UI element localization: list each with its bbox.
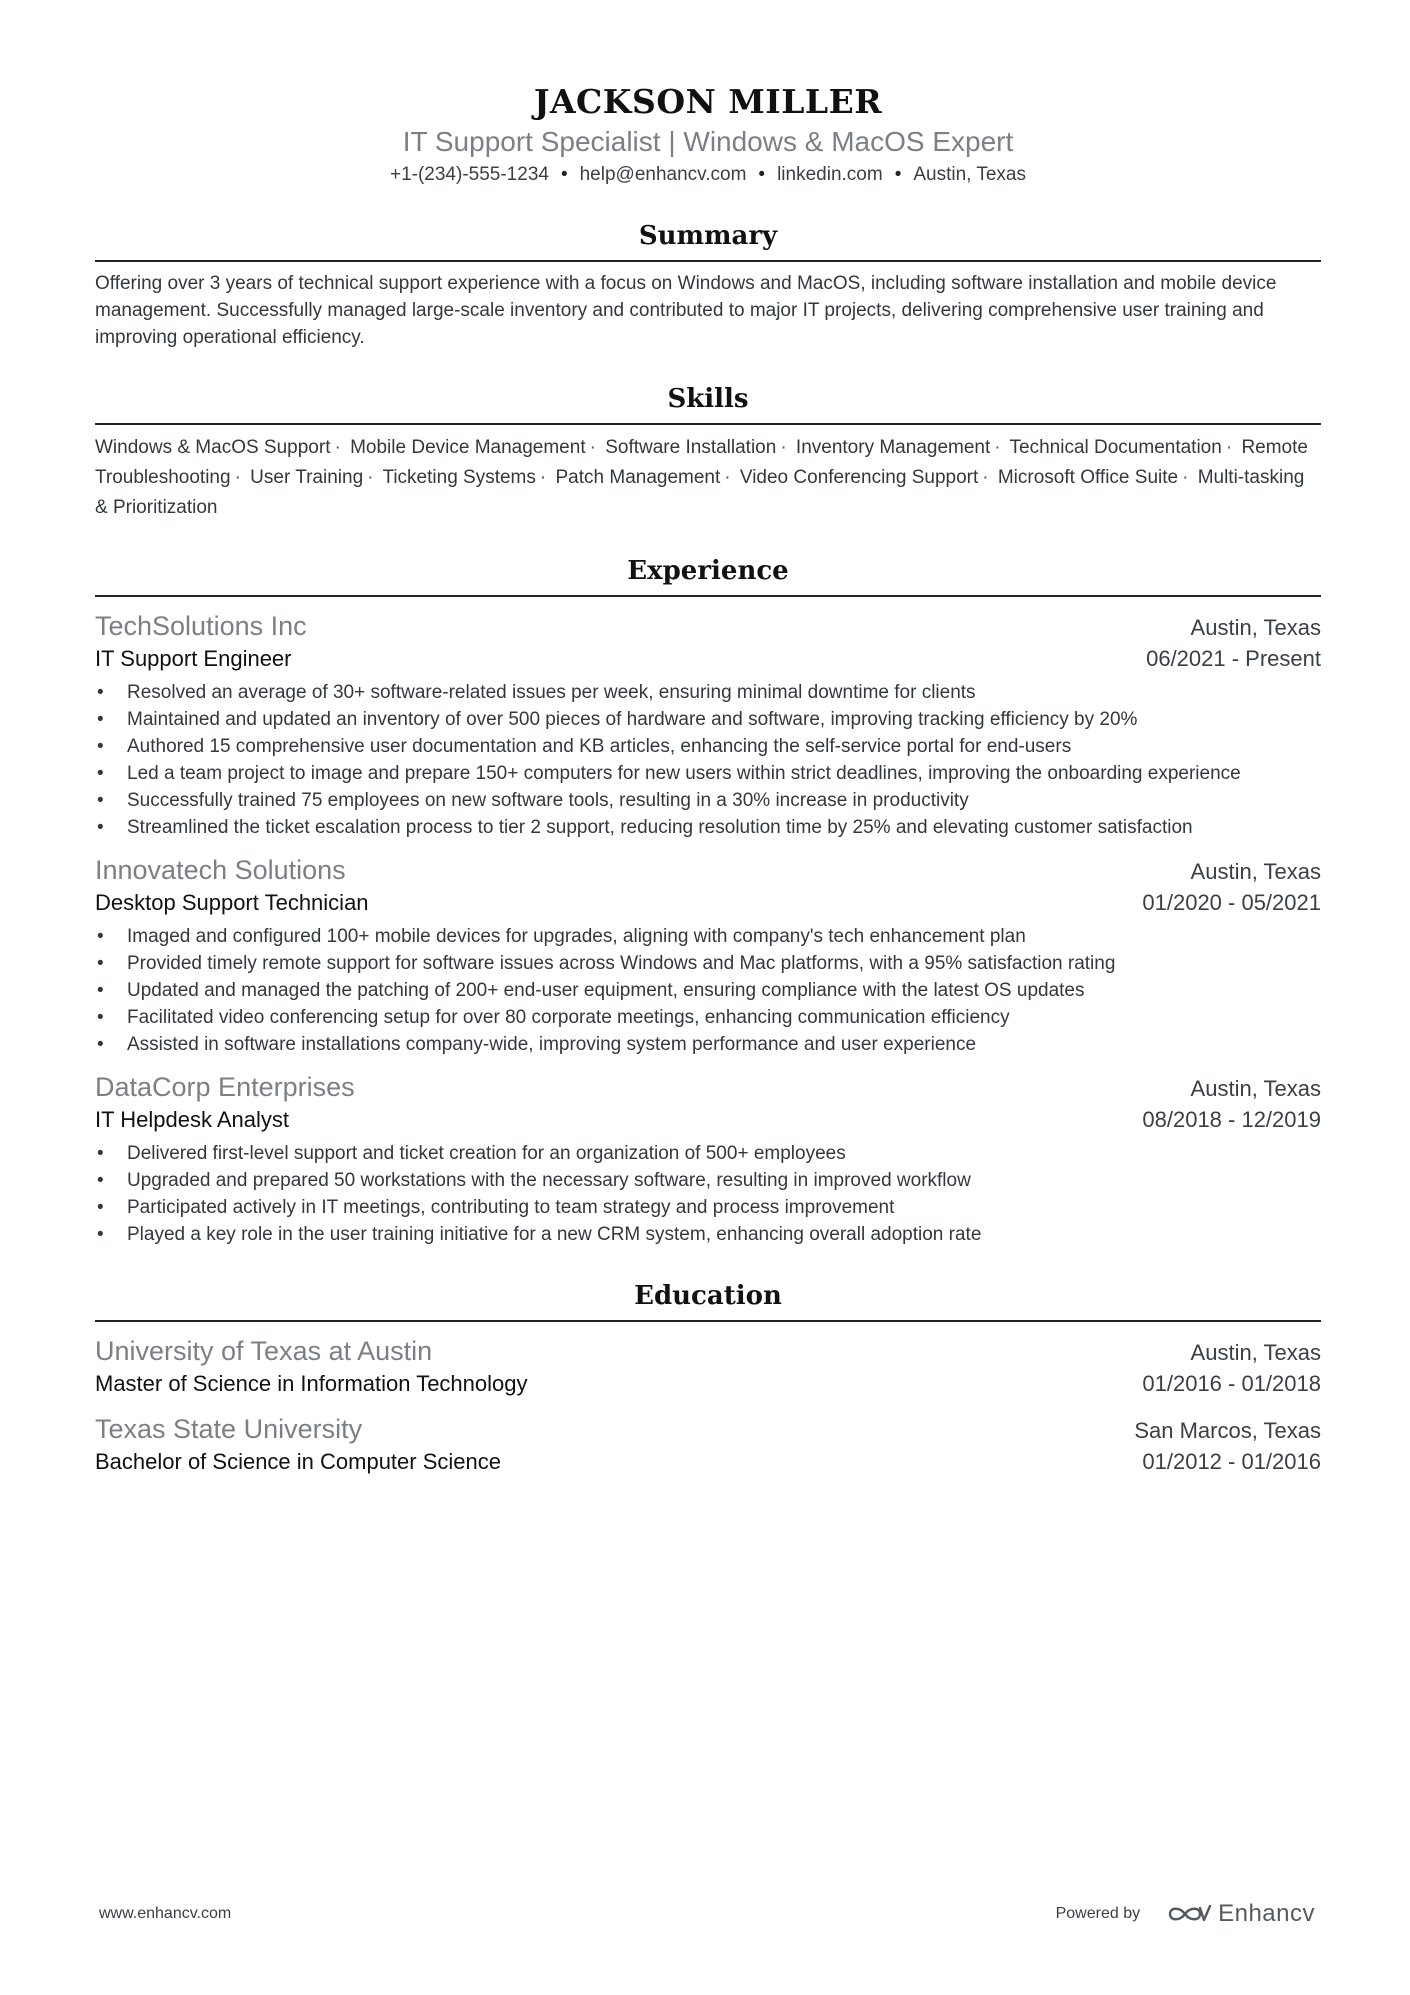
job-dates: 06/2021 - Present: [1146, 646, 1321, 671]
skill-item: Software Installation: [605, 437, 777, 458]
achievement-item: • Imaged and configured 100+ mobile devices for upgrades, aligning with company's tech enhancement plan: [95, 923, 1321, 950]
experience-list: [95, 609, 1321, 1248]
job-title: IT Support Engineer: [95, 646, 292, 671]
job-location: Austin, Texas: [1190, 1076, 1321, 1101]
skill-item: Windows & MacOS Support: [95, 437, 331, 458]
school-name: Texas State University: [95, 1414, 363, 1444]
job-location: Austin, Texas: [1190, 859, 1321, 884]
achievement-item: • Provided timely remote support for software issues across Windows and Mac platforms, with a 95% satisfaction rating: [95, 950, 1321, 977]
footer-url[interactable]: www.enhancv.com: [99, 1905, 232, 1922]
contact-email[interactable]: help@enhancv.com: [579, 164, 747, 185]
job-dates: 08/2018 - 12/2019: [1142, 1107, 1321, 1132]
section-title-skills: Skills: [95, 381, 1321, 425]
job-title: IT Helpdesk Analyst: [95, 1107, 290, 1132]
job-dates: 01/2020 - 05/2021: [1142, 890, 1321, 915]
achievement-item: • Maintained and updated an inventory of over 500 pieces of hardware and software, improving tracking efficiency by 20%: [95, 706, 1321, 733]
contact-phone[interactable]: +1-(234)-555-1234: [389, 164, 549, 185]
company-name: DataCorp Enterprises: [95, 1072, 355, 1102]
achievement-item: • Facilitated video conferencing setup for over 80 corporate meetings, enhancing communication efficiency: [95, 1004, 1321, 1031]
summary-text: Offering over 3 years of technical support experience with a focus on Windows and MacOS, including software installation and mobile device management. Successfully managed large-scale inventory and contributed to major IT projects, delivering comprehensive user training and improving operational efficiency.: [95, 273, 1277, 348]
brand-name: Enhancv: [1218, 1900, 1315, 1927]
enhancv-logo[interactable]: [1166, 1900, 1315, 1928]
experience-header-row: [95, 853, 1321, 887]
bullet-separator: •: [894, 164, 902, 185]
achievement-item: • Participated actively in IT meetings, contributing to team strategy and process improvement: [95, 1194, 1321, 1221]
skill-separator: ·: [780, 437, 787, 458]
skill-separator: ·: [234, 467, 241, 488]
job-title: Desktop Support Technician: [95, 890, 369, 915]
contact-location: Austin, Texas: [913, 164, 1026, 185]
contact-line: [95, 162, 1321, 188]
skill-item: Microsoft Office Suite: [997, 467, 1179, 488]
school-location: Austin, Texas: [1190, 1340, 1321, 1365]
powered-by-label: Powered by: [1055, 1905, 1141, 1922]
skill-separator: ·: [1225, 437, 1233, 458]
company-name: TechSolutions Inc: [95, 611, 307, 641]
candidate-headline: IT Support Specialist | Windows & MacOS Expert: [402, 126, 1014, 157]
education-degree-row: [95, 1368, 1321, 1400]
achievement-item: • Delivered first-level support and ticket creation for an organization of 500+ employees: [95, 1140, 1321, 1167]
achievement-item: • Resolved an average of 30+ software-related issues per week, ensuring minimal downtime for clients: [95, 679, 1321, 706]
achievement-item: • Authored 15 comprehensive user documentation and KB articles, enhancing the self-service portal for end-users: [95, 733, 1321, 760]
section-title-experience: Experience: [95, 553, 1321, 597]
skill-item: Remote Troubleshooting: [95, 437, 1308, 488]
education-section: [95, 1278, 1321, 1478]
experience-entry: [95, 853, 1321, 1058]
job-location: Austin, Texas: [1190, 615, 1321, 640]
education-list: [95, 1334, 1321, 1478]
experience-role-row: [95, 643, 1321, 675]
skill-separator: ·: [367, 467, 374, 488]
achievement-item: • Assisted in software installations company-wide, improving system performance and user experience: [95, 1031, 1321, 1058]
enhancv-logo-icon: [1166, 1902, 1212, 1926]
candidate-name: JACKSON MILLER: [533, 82, 883, 121]
experience-entry: [95, 609, 1321, 841]
experience-header-row: [95, 1070, 1321, 1104]
education-header-row: [95, 1334, 1321, 1368]
skill-item: Multi-tasking & Prioritization: [95, 467, 1305, 518]
education-header-row: [95, 1412, 1321, 1446]
achievement-item: • Played a key role in the user training initiative for a new CRM system, enhancing overall adoption rate: [95, 1221, 1321, 1248]
skill-item: Mobile Device Management: [350, 437, 586, 458]
page-footer: [99, 1900, 1315, 1928]
skills-section: [95, 381, 1321, 523]
school-name: University of Texas at Austin: [95, 1336, 433, 1366]
education-entry: [95, 1334, 1321, 1400]
achievement-item: • Successfully trained 75 employees on new software tools, resulting in a 30% increase in productivity: [95, 787, 1321, 814]
experience-entry: [95, 1070, 1321, 1248]
achievement-item: • Streamlined the ticket escalation process to tier 2 support, reducing resolution time by 25% and elevating customer satisfaction: [95, 814, 1321, 841]
skill-separator: ·: [982, 467, 989, 488]
summary-section: [95, 218, 1321, 351]
experience-section: [95, 553, 1321, 1248]
bullet-separator: •: [758, 164, 766, 185]
degree-name: Master of Science in Information Technology: [95, 1371, 528, 1396]
achievement-item: • Upgraded and prepared 50 workstations with the necessary software, resulting in improved workflow: [95, 1167, 1321, 1194]
degree-name: Bachelor of Science in Computer Science: [95, 1449, 501, 1474]
skill-separator: ·: [589, 437, 596, 458]
section-title-education: Education: [95, 1278, 1321, 1322]
contact-linkedin[interactable]: linkedin.com: [777, 164, 883, 185]
school-location: San Marcos, Texas: [1134, 1418, 1321, 1443]
skill-item: Patch Management: [555, 467, 721, 488]
resume-header: [95, 80, 1321, 188]
resume-page: [95, 80, 1321, 1478]
skill-item: Technical Documentation: [1009, 437, 1222, 458]
education-degree-row: [95, 1446, 1321, 1478]
footer-brand: [1056, 1900, 1315, 1928]
experience-role-row: [95, 1104, 1321, 1136]
company-name: Innovatech Solutions: [95, 855, 346, 885]
experience-role-row: [95, 887, 1321, 919]
skills-list: [95, 433, 1321, 523]
skill-separator: ·: [724, 467, 731, 488]
experience-header-row: [95, 609, 1321, 643]
skill-separator: ·: [334, 437, 341, 458]
skill-item: Video Conferencing Support: [739, 467, 979, 488]
bullet-separator: •: [560, 164, 568, 185]
achievement-item: • Led a team project to image and prepare 150+ computers for new users within strict deadlines, improving the onboarding experience: [95, 760, 1321, 787]
skill-separator: ·: [994, 437, 1001, 458]
education-entry: [95, 1412, 1321, 1478]
skill-separator: ·: [539, 467, 547, 488]
achievement-list: [95, 923, 1321, 1058]
achievement-item: • Updated and managed the patching of 200+ end-user equipment, ensuring compliance with the latest OS updates: [95, 977, 1321, 1004]
skill-separator: ·: [1182, 467, 1189, 488]
skill-item: Inventory Management: [795, 437, 991, 458]
achievement-list: [95, 1140, 1321, 1248]
skill-item: User Training: [250, 467, 364, 488]
skill-item: Ticketing Systems: [382, 467, 536, 488]
education-dates: 01/2012 - 01/2016: [1142, 1449, 1321, 1474]
education-dates: 01/2016 - 01/2018: [1142, 1371, 1321, 1396]
achievement-list: [95, 679, 1321, 841]
section-title-summary: Summary: [95, 218, 1321, 262]
